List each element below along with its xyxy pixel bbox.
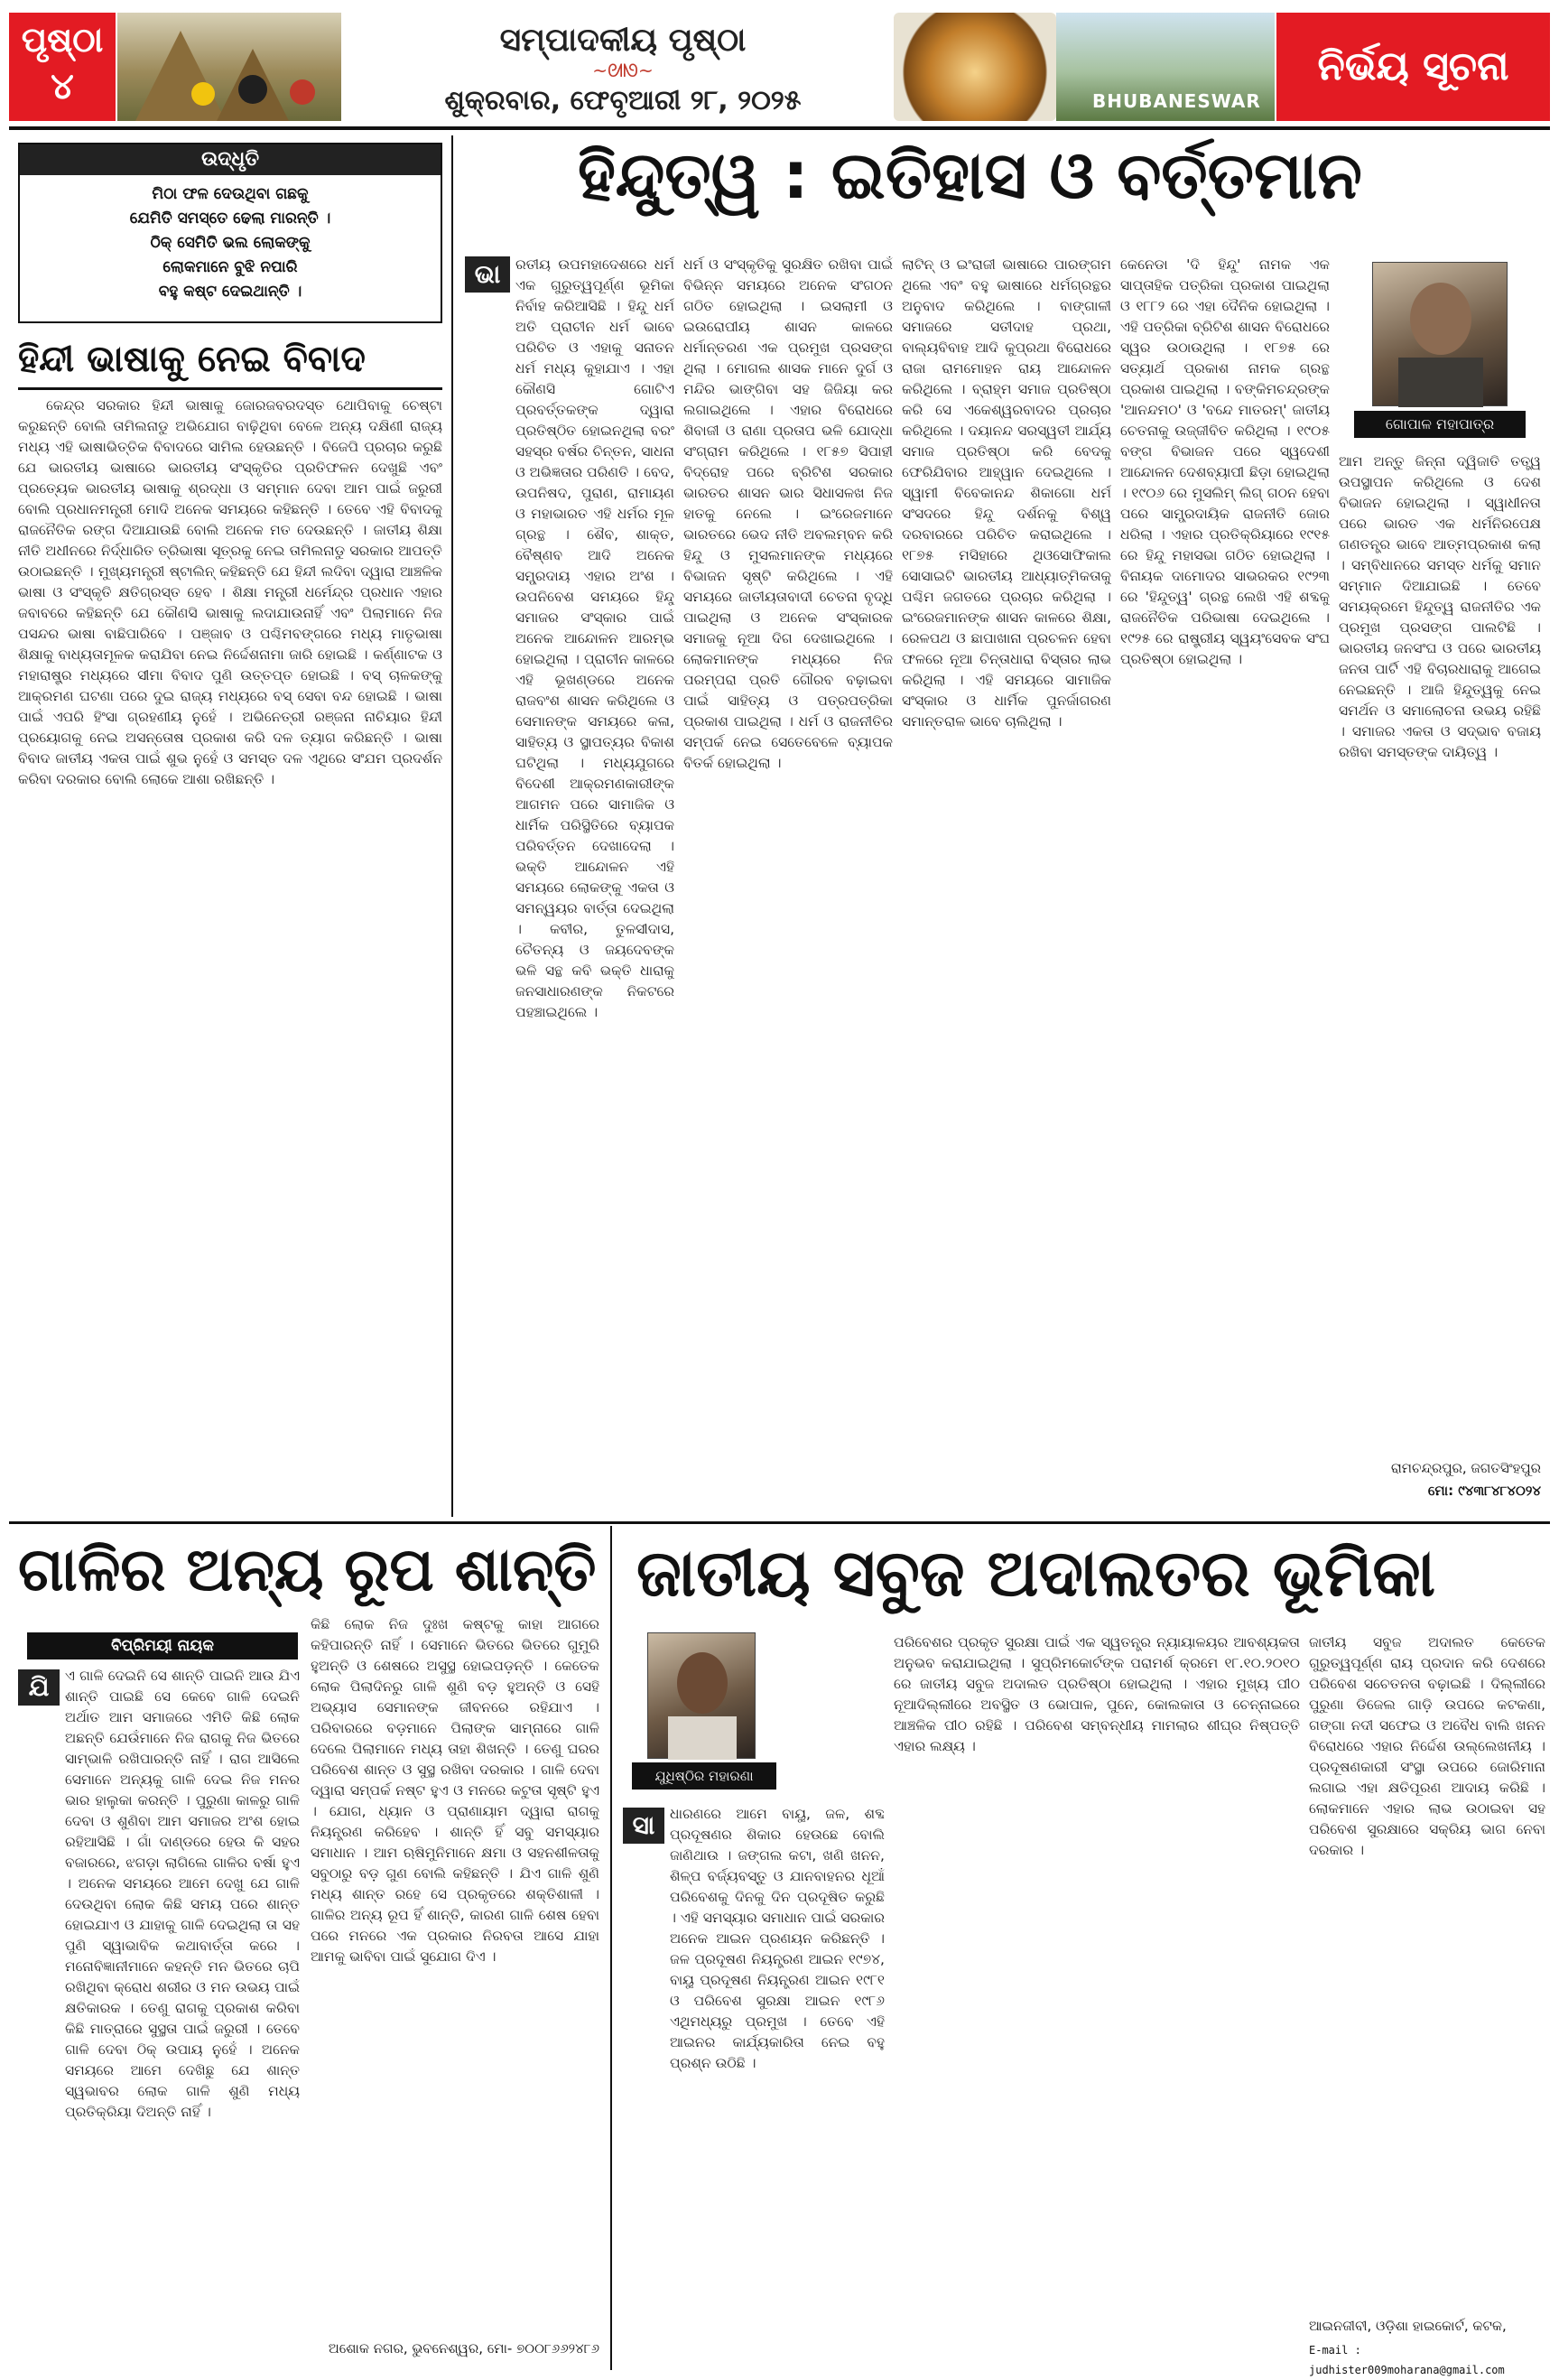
green-column-1 [623, 1804, 885, 2364]
hindutva-column-4: କେନେଡା 'ଦି ହିନ୍ଦୁ' ନାମକ ଏକ ସାପ୍ତାହିକ ପତ୍ରିକା ପ୍ରକାଶ ପାଇଥିଲା ଓ ୧୮୮୨ ରେ ଏହା ଦୈନିକ ହୋଇଥିଲା । ଏହି ପତ୍ରିକା ବ୍ରିଟିଶ ଶାସନ ବିରୋଧରେ ସ୍ୱର ଉଠାଉଥିଲା । ୧୮୭୫ ରେ ସତ୍ୟାର୍ଥ ପ୍ରକାଶ ନାମକ ଗ୍ରନ୍ଥ ପ୍ରକାଶ ପାଇଥିଲା । ବଙ୍କିମଚନ୍ଦ୍ରଙ୍କ 'ଆନନ୍ଦମଠ' ଓ 'ବନ୍ଦେ ମାତରମ୍' ଜାତୀୟ ଚେତନାକୁ ଉଜ୍ଜୀବିତ କରିଥିଲା । ୧୯୦୫ ବଙ୍ଗ ବିଭାଜନ ପରେ ସ୍ୱଦେଶୀ ଆନ୍ଦୋଳନ ଦେଶବ୍ୟାପୀ ଛିଡ଼ା ହୋଇଥିଲା । ୧୯୦୬ ରେ ମୁସଲିମ୍ ଲିଗ୍ ଗଠନ ହେବା ପରେ ସାମ୍ପ୍ରଦାୟିକ ରାଜନୀତି ଜୋର ଧରିଲା । ଏହାର ପ୍ରତିକ୍ରିୟାରେ ୧୯୧୫ ରେ ହିନ୍ଦୁ ମହାସଭା ଗଠିତ ହୋଇଥିଲା । ବିନାୟକ ଦାମୋଦର ସାଭରକର ୧୯୨୩ ରେ 'ହିନ୍ଦୁତ୍ୱ' ଗ୍ରନ୍ଥ ଲେଖି ଏହି ଶବ୍ଦକୁ ରାଜନୈତିକ ପରିଭାଷା ଦେଇଥିଲେ । ୧୯୨୫ ରେ ରାଷ୍ଟ୍ରୀୟ ସ୍ୱୟଂସେବକ ସଂଘ ପ୍ରତିଷ୍ଠା ହୋଇଥିଲା । [1120, 256, 1330, 667]
city-image-label: BHUBANESWAR [1092, 90, 1261, 112]
gali-column-1 [18, 1666, 300, 2338]
gali-dropcap: ଯି [18, 1669, 60, 1706]
issue-date: ଶୁକ୍ରବାର, ଫେବୃଆରୀ ୨୮, ୨୦୨୫ [444, 85, 802, 116]
section-title: ସମ୍ପାଦକୀୟ ପୃଷ୍ଠା [499, 22, 747, 59]
quote-line: ଯେମିତି ସମସ୍ତେ ଢେଲା ମାରନ୍ତି । [129, 209, 331, 228]
page-number: ୪ [51, 66, 74, 107]
quote-line: ଠିକ୍ ସେମିତି ଭଲ ଲୋକଙ୍କୁ [150, 234, 311, 252]
food-image [894, 13, 1056, 121]
green-signoff: ଆଇନଜୀବୀ, ଓଡ଼ିଶା ହାଇକୋର୍ଟ, କଟକ, [1309, 2318, 1507, 2334]
quote-box [18, 143, 442, 323]
temple-image [117, 13, 341, 121]
city-image [1056, 13, 1275, 121]
column-divider [451, 135, 453, 1517]
gali-column-2: କିଛି ଲୋକ ନିଜ ଦୁଃଖ କଷ୍ଟକୁ କାହା ଆଗରେ କହିପାରନ୍ତି ନାହିଁ । ସେମାନେ ଭିତରେ ଭିତରେ ଗୁମୁରି ହୁଅନ୍ତି ଓ ଶେଷରେ ଅସୁସ୍ଥ ହୋଇପଡ଼ନ୍ତି । କେତେକ ଲୋକ ପିଲାଦିନରୁ ଗାଳି ଶୁଣି ବଡ଼ ହୁଅନ୍ତି ଓ ସେହି ଅଭ୍ୟାସ ସେମାନଙ୍କ ଜୀବନରେ ରହିଯାଏ । ପରିବାରରେ ବଡ଼ମାନେ ପିଲାଙ୍କ ସାମ୍ନାରେ ଗାଳି ଦେଲେ ପିଲାମାନେ ମଧ୍ୟ ତାହା ଶିଖନ୍ତି । ତେଣୁ ଘରର ପରିବେଶ ଶାନ୍ତ ଓ ସୁସ୍ଥ ରଖିବା ଦରକାର । ଗାଳି ଦେବା ଦ୍ୱାରା ସମ୍ପର୍କ ନଷ୍ଟ ହୁଏ ଓ ମନରେ କଟୁତା ସୃଷ୍ଟି ହୁଏ । ଯୋଗ, ଧ୍ୟାନ ଓ ପ୍ରାଣାୟାମ ଦ୍ୱାରା ରାଗକୁ ନିୟନ୍ତ୍ରଣ କରିହେବ । ଶାନ୍ତି ହିଁ ସବୁ ସମସ୍ୟାର ସମାଧାନ । ଆମ ଋଷିମୁନିମାନେ କ୍ଷମା ଓ ସହନଶୀଳତାକୁ ସବୁଠାରୁ ବଡ଼ ଗୁଣ ବୋଲି କହିଛନ୍ତି । ଯିଏ ଗାଳି ଶୁଣି ମଧ୍ୟ ଶାନ୍ତ ରହେ ସେ ପ୍ରକୃତରେ ଶକ୍ତିଶାଳୀ । ଗାଳିର ଅନ୍ୟ ରୂପ ହିଁ ଶାନ୍ତି, କାରଣ ଗାଳି ଶେଷ ହେବା ପରେ ମନରେ ଏକ ପ୍ରକାର ନିରବତା ଆସେ ଯାହା ଆମକୁ ଭାବିବା ପାଇଁ ସୁଯୋଗ ଦିଏ । [311, 1616, 599, 1965]
photo-caption-judhister: ଯୁଧିଷ୍ଠିର ମହାରଣା [632, 1762, 776, 1790]
gali-signoff: ଅଶୋକ ନଗର, ଭୁବନେଶ୍ୱର, ମୋ- ୭୦୦୮୬୬୨୪୮୬ [328, 2340, 599, 2357]
quote-line: ଲୋକମାନେ ବୁଝି ନପାରି [162, 258, 298, 276]
green-column-3: ଜାତୀୟ ସବୁଜ ଅଦାଲତ କେତେକ ଗୁରୁତ୍ୱପୂର୍ଣ୍ଣ ରାୟ ପ୍ରଦାନ କରି ଦେଶରେ ପରିବେଶ ସଚେତନତା ବଢ଼ାଇଛି । ଦିଲ୍ଲୀରେ ପୁରୁଣା ଡିଜେଲ ଗାଡ଼ି ଉପରେ କଟକଣା, ଗଙ୍ଗା ନଦୀ ସଫେଇ ଓ ଅବୈଧ ବାଲି ଖନନ ବିରୋଧରେ ଏହାର ନିର୍ଦ୍ଦେଶ ଉଲ୍ଲେଖନୀୟ । ପ୍ରଦୂଷଣକାରୀ ସଂସ୍ଥା ଉପରେ ଜୋରିମାନା ଲଗାଇ ଏହା କ୍ଷତିପୂରଣ ଆଦାୟ କରିଛି । ଲୋକମାନେ ଏହାର ଲାଭ ଉଠାଇବା ସହ ପରିବେଶ ସୁରକ୍ଷାରେ ସକ୍ରିୟ ଭାଗ ନେବା ଦରକାର । [1309, 1634, 1545, 1858]
gali-author: ବିପ୍ରିମୟୀ ନାୟକ [27, 1632, 298, 1659]
hindi-body: କେନ୍ଦ୍ର ସରକାର ହିନ୍ଦୀ ଭାଷାକୁ ଜୋରଜବରଦସ୍ତ ଥୋପିବାକୁ ଚେଷ୍ଟା କରୁଛନ୍ତି ବୋଲି ତାମିଲନାଡୁ ଅଭିଯୋଗ ବାଢ଼ିଥିବା ବେଳେ ଅନ୍ୟ ଦକ୍ଷିଣୀ ରାଜ୍ୟ ମଧ୍ୟ ଏହି ଭାଷାଭିତ୍ତିକ ବିବାଦରେ ସାମିଲ ହେଉଛନ୍ତି । ବିଜେପି ପ୍ରଚାର କରୁଛି ଯେ ଭାରତୀୟ ଭାଷାରେ ଭାରତୀୟ ସଂସ୍କୃତିର ପ୍ରତିଫଳନ ଦେଖୁଛି ଏବଂ ପ୍ରତ୍ୟେକ ଭାରତୀୟ ଭାଷାକୁ ଶ୍ରଦ୍ଧା ଓ ସମ୍ମାନ ଦେବା ଆମ ପାଇଁ ଜରୁରୀ ବୋଲି ପ୍ରଧାନମନ୍ତ୍ରୀ ମୋଦି ଅନେକ ସମୟରେ କହିଛନ୍ତି । ତେବେ ଏହି ବିବାଦକୁ ରାଜନୈତିକ ରଙ୍ଗ ଦିଆଯାଉଛି ବୋଲି ଅନେକ ମତ ଦେଉଛନ୍ତି । ଜାତୀୟ ଶିକ୍ଷା ନୀତି ଅଧୀନରେ ନିର୍ଦ୍ଧାରିତ ତ୍ରିଭାଷା ସୂତ୍ରକୁ ନେଇ ତାମିଲନାଡୁ ସରକାର ଆପତ୍ତି ଉଠାଇଛନ୍ତି । ମୁଖ୍ୟମନ୍ତ୍ରୀ ଷ୍ଟାଲିନ୍ କହିଛନ୍ତି ଯେ ହିନ୍ଦୀ ଲଦିବା ଦ୍ୱାରା ଆଞ୍ଚଳିକ ଭାଷା ଓ ସଂସ୍କୃତି କ୍ଷତିଗ୍ରସ୍ତ ହେବ । ଶିକ୍ଷା ମନ୍ତ୍ରୀ ଧର୍ମେନ୍ଦ୍ର ପ୍ରଧାନ ଏହାର ଜବାବରେ କହିଛନ୍ତି ଯେ କୌଣସି ଭାଷାକୁ ଲଦାଯାଉନାହିଁ ଏବଂ ପିଲାମାନେ ନିଜ ପସନ୍ଦର ଭାଷା ବାଛିପାରିବେ । ପଞ୍ଜାବ ଓ ପଶ୍ଚିମବଙ୍ଗରେ ମଧ୍ୟ ମାତୃଭାଷା ଶିକ୍ଷାକୁ ବାଧ୍ୟତାମୂଳକ କରାଯିବା ନେଇ ନିର୍ଦ୍ଦେଶନାମା ଜାରି ହୋଇଛି । କର୍ଣ୍ଣାଟକ ଓ ମହାରାଷ୍ଟ୍ର ମଧ୍ୟରେ ସୀମା ବିବାଦ ପୁଣି ଉତ୍ତପ୍ତ ହୋଇଛି । ବସ୍ ଚାଳକଙ୍କୁ ଆକ୍ରମଣ ଘଟଣା ପରେ ଦୁଇ ରାଜ୍ୟ ମଧ୍ୟରେ ବସ୍ ସେବା ବନ୍ଦ ହୋଇଛି । ଭାଷା ପାଇଁ ଏପରି ହିଂସା ଗ୍ରହଣୀୟ ନୁହେଁ । ଅଭିନେତ୍ରୀ ରଞ୍ଜନା ନାଚିୟାର ହିନ୍ଦୀ ପ୍ରୟୋଗକୁ ନେଇ ଅସନ୍ତୋଷ ପ୍ରକାଶ କରି ଦଳ ତ୍ୟାଗ କରିଛନ୍ତି । ଭାଷା ବିବାଦ ଜାତୀୟ ଏକତା ପାଇଁ ଶୁଭ ନୁହେଁ ଓ ସମସ୍ତ ଦଳ ଏଥିରେ ସଂଯମ ପ୍ରଦର୍ଶନ କରିବା ଦରକାର ବୋଲି ଲୋକେ ଆଶା ରଖିଛନ୍ତି । [18, 397, 442, 787]
hindutva-dropcap: ଭା [465, 256, 510, 293]
page-label: ପୃଷ୍ଠା [21, 20, 104, 60]
ornament: ~ᘛᘚ~ [592, 60, 654, 81]
hindutva-headline: ହିନ୍ଦୁତ୍ୱ : ଇତିହାସ ଓ ବର୍ତ୍ତମାନ [578, 137, 1362, 213]
green-dropcap: ସା [623, 1808, 664, 1844]
hindi-headline: ହିନ୍ଦୀ ଭାଷାକୁ ନେଇ ବିବାଦ [18, 339, 442, 390]
author-photo-judhister [647, 1632, 756, 1759]
quote-heading: ଉଦ୍ଧୃତି [20, 144, 441, 175]
quote-line: ମିଠା ଫଳ ଦେଉଥିବା ଗଛକୁ [152, 185, 309, 203]
masthead-rule [9, 126, 1550, 130]
newspaper-logo: ନିର୍ଭୟ ସୂଚନା [1276, 13, 1550, 121]
hindutva-column-3: ଲାଟିନ୍ ଓ ଇଂରାଜୀ ଭାଷାରେ ପାରଙ୍ଗମ ଥିଲେ ଏବଂ ବହୁ ଭାଷାରେ ଧର୍ମଗ୍ରନ୍ଥର ଅନୁବାଦ କରିଥିଲେ । ବାଙ୍ଗାଳୀ ସମାଜରେ ସତୀଦାହ ପ୍ରଥା, ବାଲ୍ୟବିବାହ ଆଦି କୁପ୍ରଥା ବିରୋଧରେ ରାଜା ରାମମୋହନ ରାୟ ଆନ୍ଦୋଳନ କରିଥିଲେ । ବ୍ରାହ୍ମ ସମାଜ ପ୍ରତିଷ୍ଠା କରି ସେ ଏକେଶ୍ୱରବାଦର ପ୍ରଚାର କରିଥିଲେ । ଦୟାନନ୍ଦ ସରସ୍ୱତୀ ଆର୍ଯ୍ୟ ସମାଜ ପ୍ରତିଷ୍ଠା କରି ବେଦକୁ ଫେରିଯିବାର ଆହ୍ୱାନ ଦେଇଥିଲେ । ସ୍ୱାମୀ ବିବେକାନନ୍ଦ ଶିକାଗୋ ଧର୍ମ ସଂସଦରେ ହିନ୍ଦୁ ଦର୍ଶନକୁ ବିଶ୍ୱ ଦରବାରରେ ପରିଚିତ କରାଇଥିଲେ । ୧୮୭୫ ମସିହାରେ ଥିଓସୋଫିକାଲ ସୋସାଇଟି ଭାରତୀୟ ଆଧ୍ୟାତ୍ମିକତାକୁ ପଶ୍ଚିମ ଜଗତରେ ପ୍ରଚାର କରିଥିଲା । ଇଂରେଜମାନଙ୍କ ଶାସନ କାଳରେ ଶିକ୍ଷା, ରେଳପଥ ଓ ଛାପାଖାନା ପ୍ରଚଳନ ହେବା ଫଳରେ ନୂଆ ଚିନ୍ତାଧାରା ବିସ୍ତାର ଲାଭ କରିଥିଲା । ଏହି ସମୟରେ ସାମାଜିକ ସଂସ୍କାର ଓ ଧାର୍ମିକ ପୁନର୍ଜାଗରଣ ସମାନ୍ତରାଳ ଭାବେ ଚାଲିଥିଲା । [902, 256, 1111, 730]
section-rule [9, 1521, 1550, 1524]
hindutva-column-1 [465, 255, 674, 1514]
hindutva-column-5: ଆମ ଅନ୍ତୁ ଜିନ୍ନା ଦ୍ୱିଜାତି ତତ୍ତ୍ୱ ଉପସ୍ଥାପନ କରିଥିଲେ ଓ ଦେଶ ବିଭାଜନ ହୋଇଥିଲା । ସ୍ୱାଧୀନତା ପରେ ଭାରତ ଏକ ଧର୍ମନିରପେକ୍ଷ ଗଣତନ୍ତ୍ର ଭାବେ ଆତ୍ମପ୍ରକାଶ କଲା । ସମ୍ବିଧାନରେ ସମସ୍ତ ଧର୍ମକୁ ସମାନ ସମ୍ମାନ ଦିଆଯାଇଛି । ତେବେ ସମୟକ୍ରମେ ହିନ୍ଦୁତ୍ୱ ରାଜନୀତିର ଏକ ପ୍ରମୁଖ ପ୍ରସଙ୍ଗ ପାଲଟିଛି । ଭାରତୀୟ ଜନସଂଘ ଓ ପରେ ଭାରତୀୟ ଜନତା ପାର୍ଟି ଏହି ବିଚାରଧାରାକୁ ଆଗେଇ ନେଇଛନ୍ତି । ଆଜି ହିନ୍ଦୁତ୍ୱକୁ ନେଇ ସମର୍ଥନ ଓ ସମାଲୋଚନା ଉଭୟ ରହିଛି । ସମାଜର ଏକତା ଓ ସଦ୍ଭାବ ବଜାୟ ରଖିବା ସମସ୍ତଙ୍କ ଦାୟିତ୍ୱ । [1339, 453, 1541, 760]
gali-headline: ଗାଳିର ଅନ୍ୟ ରୂପ ଶାନ୍ତି [18, 1535, 597, 1604]
green-col1-text: ଧାରଣରେ ଆମେ ବାୟୁ, ଜଳ, ଶବ୍ଦ ପ୍ରଦୂଷଣର ଶିକାର ହେଉଛେ ବୋଲି ଜାଣିଥାଉ । ଜଙ୍ଗଲ କଟା, ଖଣି ଖନନ, ଶିଳ୍ପ ବର୍ଜ୍ୟବସ୍ତୁ ଓ ଯାନବାହନର ଧୂଆଁ ପରିବେଶକୁ ଦିନକୁ ଦିନ ପ୍ରଦୂଷିତ କରୁଛି । ଏହି ସମସ୍ୟାର ସମାଧାନ ପାଇଁ ସରକାର ଅନେକ ଆଇନ ପ୍ରଣୟନ କରିଛନ୍ତି । ଜଳ ପ୍ରଦୂଷଣ ନିୟନ୍ତ୍ରଣ ଆଇନ ୧୯୭୪, ବାୟୁ ପ୍ରଦୂଷଣ ନିୟନ୍ତ୍ରଣ ଆଇନ ୧୯୮୧ ଓ ପରିବେଶ ସୁରକ୍ଷା ଆଇନ ୧୯୮୬ ଏଥିମଧ୍ୟରୁ ପ୍ରମୁଖ । ତେବେ ଏହି ଆଇନର କାର୍ଯ୍ୟକାରିତା ନେଇ ବହୁ ପ୍ରଶ୍ନ ଉଠିଛି । [670, 1806, 885, 2071]
green-email: E-mail : judhister009moharana@gmail.com [1309, 2344, 1505, 2376]
author-photo-gopal [1372, 262, 1508, 406]
quote-line: ବହୁ କଷ୍ଟ ଦେଇଥାନ୍ତି । [158, 283, 302, 301]
gali-col1-text: ଏ ଗାଳି ଦେଇନି ସେ ଶାନ୍ତି ପାଇନି ଆଉ ଯିଏ ଶାନ୍ତି ପାଇଛି ସେ କେବେ ଗାଳି ଦେଇନି ଅର୍ଥାତ ଆମ ସମାଜରେ ଏମିତି କିଛି ଲୋକ ଅଛନ୍ତି ଯେଉଁମାନେ ନିଜ ରାଗକୁ ନିଜ ଭିତରେ ସାମ୍ଭାଳି ରଖିପାରନ୍ତି ନାହିଁ । ରାଗ ଆସିଲେ ସେମାନେ ଅନ୍ୟକୁ ଗାଳି ଦେଇ ନିଜ ମନର ଭାର ହାଲୁକା କରନ୍ତି । ପୁରୁଣା କାଳରୁ ଗାଳି ଦେବା ଓ ଶୁଣିବା ଆମ ସମାଜର ଅଂଶ ହୋଇ ରହିଆସିଛି । ଗାଁ ଦାଣ୍ଡରେ ହେଉ କି ସହର ବଜାରରେ, ଝଗଡ଼ା ଲାଗିଲେ ଗାଳିର ବର୍ଷା ହୁଏ । ଅନେକ ସମୟରେ ଆମେ ଦେଖୁ ଯେ ଗାଳି ଦେଉଥିବା ଲୋକ କିଛି ସମୟ ପରେ ଶାନ୍ତ ହୋଇଯାଏ ଓ ଯାହାକୁ ଗାଳି ଦେଇଥିଲା ତା ସହ ପୁଣି ସ୍ୱାଭାବିକ କଥାବାର୍ତ୍ତା କରେ । ମନୋବିଜ୍ଞାନୀମାନେ କହନ୍ତି ମନ ଭିତରେ ଚାପି ରଖିଥିବା କ୍ରୋଧ ଶରୀର ଓ ମନ ଉଭୟ ପାଇଁ କ୍ଷତିକାରକ । ତେଣୁ ରାଗକୁ ପ୍ରକାଶ କରିବା କିଛି ମାତ୍ରାରେ ସୁସ୍ଥତା ପାଇଁ ଜରୁରୀ । ତେବେ ଗାଳି ଦେବା ଠିକ୍ ଉପାୟ ନୁହେଁ । ଅନେକ ସମୟରେ ଆମେ ଦେଖିଛୁ ଯେ ଶାନ୍ତ ସ୍ୱଭାବର ଲୋକ ଗାଳି ଶୁଣି ମଧ୍ୟ ପ୍ରତିକ୍ରିୟା ଦିଅନ୍ତି ନାହିଁ । [65, 1668, 300, 2120]
column-divider [610, 1526, 612, 2370]
hindutva-column-2: ଧର୍ମ ଓ ସଂସ୍କୃତିକୁ ସୁରକ୍ଷିତ ରଖିବା ପାଇଁ ବିଭିନ୍ନ ସମୟରେ ଅନେକ ସଂଗଠନ ଗଠିତ ହୋଇଥିଲା । ଇସଲାମୀ ଓ ଇଉରୋପୀୟ ଶାସନ କାଳରେ ଧର୍ମାନ୍ତରଣ ଏକ ପ୍ରମୁଖ ପ୍ରସଙ୍ଗ ଥିଲା । ମୋଗଲ ଶାସକ ମାନେ ଦୁର୍ଗ ଓ ମନ୍ଦିର ଭାଙ୍ଗିବା ସହ ଜିଜିୟା କର ଲଗାଇଥିଲେ । ଏହାର ବିରୋଧରେ ଶିବାଜୀ ଓ ରାଣା ପ୍ରତାପ ଭଳି ଯୋଦ୍ଧା ସଂଗ୍ରାମ କରିଥିଲେ । ୧୮୫୭ ସିପାହୀ ବିଦ୍ରୋହ ପରେ ବ୍ରିଟିଶ ସରକାର ଭାରତର ଶାସନ ଭାର ସିଧାସଳଖ ନିଜ ହାତକୁ ନେଲେ । ଇଂରେଜମାନେ ଭାରତରେ ଭେଦ ନୀତି ଅବଲମ୍ବନ କରି ହିନ୍ଦୁ ଓ ମୁସଲମାନଙ୍କ ମଧ୍ୟରେ ବିଭାଜନ ସୃଷ୍ଟି କରିଥିଲେ । ଏହି ସମୟରେ ଜାତୀୟତାବାଦୀ ଚେତନା ବୃଦ୍ଧି ପାଇଥିଲା ଓ ଅନେକ ସଂସ୍କାରକ ସମାଜକୁ ନୂଆ ଦିଗ ଦେଖାଇଥିଲେ । ଲୋକମାନଙ୍କ ମଧ୍ୟରେ ନିଜ ପରମ୍ପରା ପ୍ରତି ଗୌରବ ବଢ଼ାଇବା ପାଇଁ ସାହିତ୍ୟ ଓ ପତ୍ରପତ୍ରିକା ପ୍ରକାଶ ପାଇଥିଲା । ଧର୍ମ ଓ ରାଜନୀତିର ସମ୍ପର୍କ ନେଇ ସେତେବେଳେ ବ୍ୟାପକ ବିତର୍କ ହୋଇଥିଲା । [683, 256, 893, 771]
hindutva-signoff-place: ରାମଚନ୍ଦ୍ରପୁର, ଜଗତସିଂହପୁର [1390, 1460, 1541, 1476]
page-number-box [9, 13, 116, 121]
hindutva-col1-text: ରତୀୟ ଉପମହାଦେଶରେ ଧର୍ମ ଏକ ଗୁରୁତ୍ୱପୂର୍ଣ୍ଣ ଭୂମିକା ନିର୍ବାହ କରିଆସିଛି । ହିନ୍ଦୁ ଧର୍ମ ଅତି ପ୍ରାଚୀନ ଧର୍ମ ଭାବେ ପରିଚିତ ଓ ଏହାକୁ ସନାତନ ଧର୍ମ ମଧ୍ୟ କୁହାଯାଏ । ଏହା କୌଣସି ଗୋଟିଏ ପ୍ରବର୍ତ୍ତକଙ୍କ ଦ୍ୱାରା ପ୍ରତିଷ୍ଠିତ ହୋଇନଥିଲା ବରଂ ସହସ୍ର ବର୍ଷର ଚିନ୍ତନ, ସାଧନା ଓ ଅଭିଜ୍ଞତାର ପରିଣତି । ବେଦ, ଉପନିଷଦ, ପୁରାଣ, ରାମାୟଣ ଓ ମହାଭାରତ ଏହି ଧର୍ମର ମୂଳ ଗ୍ରନ୍ଥ । ଶୈବ, ଶାକ୍ତ, ବୈଷ୍ଣବ ଆଦି ଅନେକ ସମ୍ପ୍ରଦାୟ ଏହାର ଅଂଶ । ଉପନିବେଶ ସମୟରେ ହିନ୍ଦୁ ସମାଜର ସଂସ୍କାର ପାଇଁ ଅନେକ ଆନ୍ଦୋଳନ ଆରମ୍ଭ ହୋଇଥିଲା । ପ୍ରାଚୀନ କାଳରେ ଏହି ଭୂଖଣ୍ଡରେ ଅନେକ ରାଜବଂଶ ଶାସନ କରିଥିଲେ ଓ ସେମାନଙ୍କ ସମୟରେ କଳା, ସାହିତ୍ୟ ଓ ସ୍ଥାପତ୍ୟର ବିକାଶ ଘଟିଥିଲା । ମଧ୍ୟଯୁଗରେ ବିଦେଶୀ ଆକ୍ରମଣକାରୀଙ୍କ ଆଗମନ ପରେ ସାମାଜିକ ଓ ଧାର୍ମିକ ପରିସ୍ଥିତିରେ ବ୍ୟାପକ ପରିବର୍ତ୍ତନ ଦେଖାଦେଲା । ଭକ୍ତି ଆନ୍ଦୋଳନ ଏହି ସମୟରେ ଲୋକଙ୍କୁ ଏକତା ଓ ସମନ୍ୱୟର ବାର୍ତ୍ତା ଦେଇଥିଲା । କବୀର, ତୁଳସୀଦାସ, ଚୈତନ୍ୟ ଓ ଜୟଦେବଙ୍କ ଭଳି ସନ୍ଥ କବି ଭକ୍ତି ଧାରାକୁ ଜନସାଧାରଣଙ୍କ ନିକଟରେ ପହଞ୍ଚାଇଥିଲେ । [515, 256, 674, 1020]
photo-caption-gopal: ଗୋପାଳ ମହାପାତ୍ର [1354, 411, 1526, 438]
green-column-2: ପରିବେଶର ପ୍ରକୃତ ସୁରକ୍ଷା ପାଇଁ ଏକ ସ୍ୱତନ୍ତ୍ର ନ୍ୟାୟାଳୟର ଆବଶ୍ୟକତା ଅନୁଭବ କରାଯାଇଥିଲା । ସୁପ୍ରିମକୋର୍ଟଙ୍କ ପରାମର୍ଶ କ୍ରମେ ୧୮.୧୦.୨୦୧୦ ରେ ଜାତୀୟ ସବୁଜ ଅଦାଲତ ପ୍ରତିଷ୍ଠା ହୋଇଥିଲା । ଏହାର ମୁଖ୍ୟ ପୀଠ ନୂଆଦିଲ୍ଲୀରେ ଅବସ୍ଥିତ ଓ ଭୋପାଳ, ପୁନେ, କୋଲକାତା ଓ ଚେନ୍ନାଇରେ ଆଞ୍ଚଳିକ ପୀଠ ରହିଛି । ପରିବେଶ ସମ୍ବନ୍ଧୀୟ ମାମଲାର ଶୀଘ୍ର ନିଷ୍ପତ୍ତି ଏହାର ଲକ୍ଷ୍ୟ । [894, 1634, 1300, 1754]
green-headline: ଜାତୀୟ ସବୁଜ ଅଦାଲତର ଭୂମିକା [636, 1535, 1436, 1611]
section-banner [343, 13, 903, 121]
hindutva-signoff-phone: ମୋ: ୯୪୩୮୪୮୪୦୨୪ [1427, 1483, 1541, 1499]
